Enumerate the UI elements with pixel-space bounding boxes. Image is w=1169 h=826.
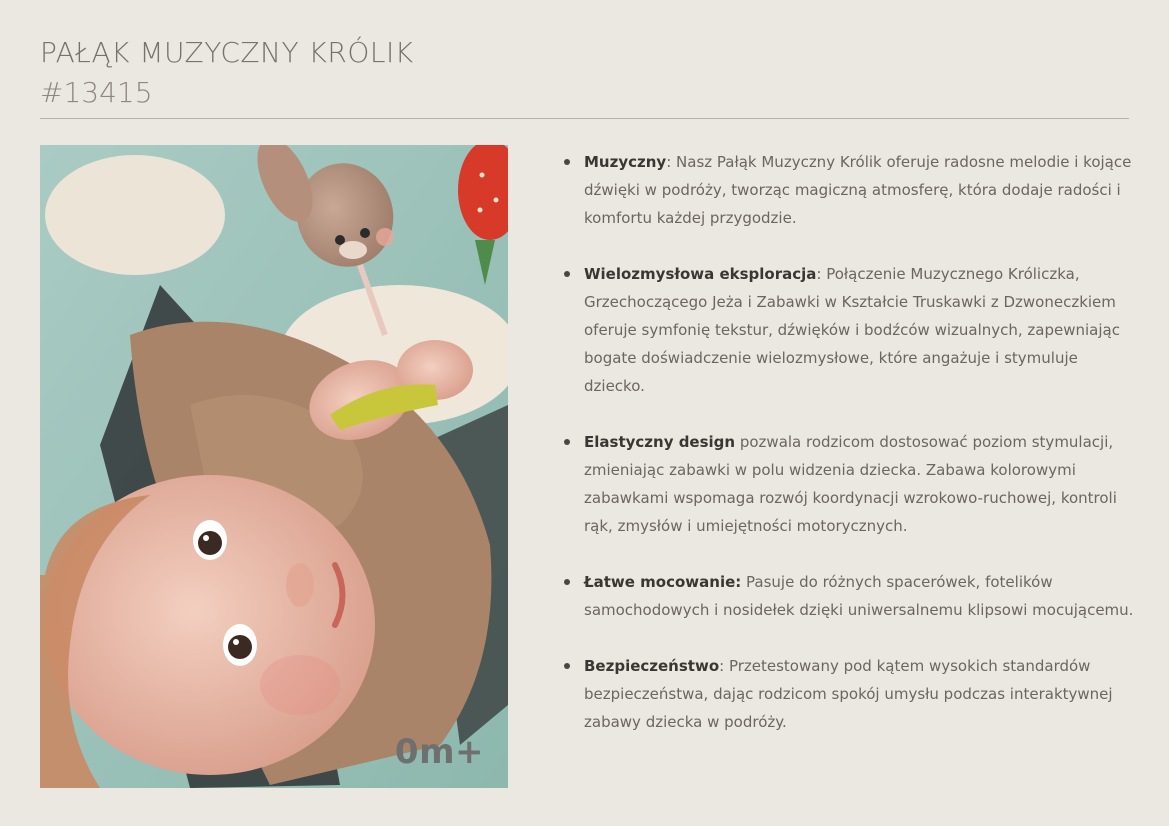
feature-item-music [560, 148, 1140, 232]
feature-label: Bezpieczeństwo [584, 657, 720, 675]
product-photo [40, 145, 508, 788]
feature-item-easy-mounting [560, 568, 1140, 624]
feature-list [560, 148, 1140, 764]
feature-text: pozwala rodzicom dostosować poziom stymulacji, zmieniając zabawki w polu widzenia dziecka. Zabawa kolorowymi zabawkami wspomaga rozwój koordynacji wzrokowo-ruchowej, kontroli rąk, zmysłów i umiejętności motorycznych. [584, 433, 1117, 535]
feature-label: Łatwe mocowanie: [584, 573, 742, 591]
age-badge: 0m+ [394, 732, 484, 772]
feature-text: : Przetestowany pod kątem wysokich standardów bezpieczeństwa, dając rodzicom spokój umysłu podczas interaktywnej zabawy dziecka w podróży. [584, 657, 1113, 731]
product-code: #13415 [40, 76, 153, 109]
feature-label: Elastyczny design [584, 433, 736, 451]
header-divider [40, 118, 1129, 119]
feature-item-multisensory [560, 260, 1140, 400]
feature-label: Muzyczny [584, 153, 667, 171]
feature-item-flexible-design [560, 428, 1140, 540]
feature-text: : Połączenie Muzycznego Króliczka, Grzechoczącego Jeża i Zabawki w Kształcie Truskawki z Dzwoneczkiem oferuje symfonię tekstur, dźwięków i bodźców wizualnych, zapewniając bogate doświadczenie wielozmysłowe, które angażuje i stymuluje dziecko. [584, 265, 1120, 395]
feature-text: Pasuje do różnych spacerówek, fotelików samochodowych i nosidełek dzięki uniwersalnemu klipsowi mocującemu. [584, 573, 1134, 619]
page-title: PAŁĄK MUZYCZNY KRÓLIK [40, 36, 414, 69]
feature-item-safety [560, 652, 1140, 736]
feature-label: Wielozmysłowa eksploracja [584, 265, 817, 283]
feature-text: : Nasz Pałąk Muzyczny Królik oferuje radosne melodie i kojące dźwięki w podróży, tworząc magiczną atmosferę, która dodaje radości i komfortu każdej przygodzie. [584, 153, 1132, 227]
baby-with-toy-illustration [40, 145, 508, 788]
